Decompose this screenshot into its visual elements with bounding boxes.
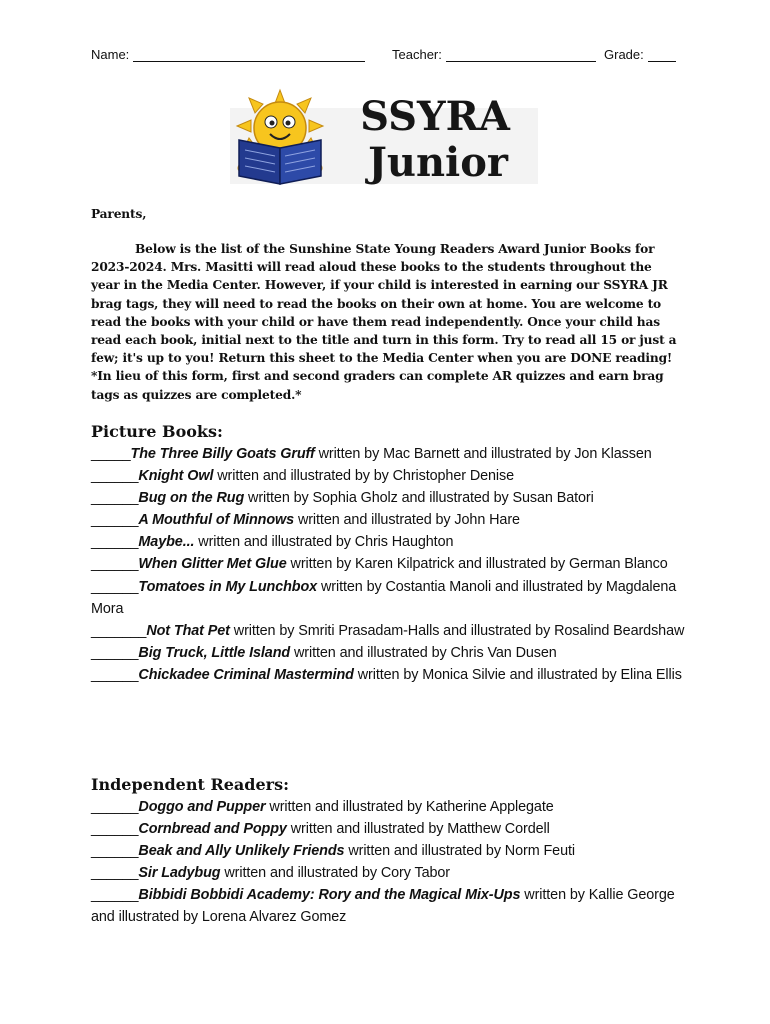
initial-blank-line[interactable]: ______ — [91, 821, 139, 838]
book-list-item — [91, 576, 691, 620]
independent-readers-heading: Independent Readers: — [91, 775, 289, 794]
initial-blank-line[interactable]: ______ — [91, 666, 139, 683]
grade-blank-line[interactable] — [648, 47, 676, 62]
picture-books-list — [91, 443, 691, 686]
initial-blank-line[interactable]: _____ — [91, 446, 131, 462]
book-credit: written by Smriti Prasadam-Halls and illustrated by Rosalind Beardshaw — [229, 622, 685, 639]
book-credit: written and illustrated by Chris Haughton — [194, 534, 454, 551]
book-credit: written by Kallie George and illustrated by Lorena Alvarez Gomez — [91, 887, 675, 926]
book-credit: written and illustrated by Matthew Cordell — [286, 821, 550, 838]
book-credit: written and illustrated by Katherine Applegate — [265, 799, 554, 815]
book-credit: written and illustrated by by Christopher Denise — [213, 468, 515, 485]
initial-blank-line[interactable]: ______ — [91, 490, 139, 507]
initial-blank-line[interactable]: ______ — [91, 578, 139, 595]
name-blank-line[interactable] — [133, 47, 365, 62]
initial-blank-line[interactable]: ______ — [91, 556, 139, 573]
initial-blank-line[interactable]: ______ — [91, 843, 139, 860]
book-title: Chickadee Criminal Mastermind — [138, 666, 354, 683]
initial-blank-line[interactable]: ______ — [91, 644, 139, 661]
letter-salutation: Parents, — [91, 207, 147, 221]
student-info-header — [91, 47, 681, 67]
book-title: Knight Owl — [138, 468, 214, 485]
book-list-item — [91, 664, 691, 686]
initial-blank-line[interactable]: ______ — [91, 865, 139, 882]
teacher-field[interactable] — [392, 47, 596, 62]
ssyra-junior-logo — [225, 88, 547, 188]
book-title: Cornbread and Poppy — [138, 821, 287, 838]
book-title: Big Truck, Little Island — [138, 644, 291, 661]
book-list-item — [91, 862, 691, 884]
initial-blank-line[interactable]: ______ — [91, 534, 139, 551]
book-list-item — [91, 840, 691, 862]
book-list-item — [91, 487, 691, 509]
independent-readers-list — [91, 796, 691, 929]
book-credit: written by Costantia Manoli and illustrated by Magdalena Mora — [91, 578, 677, 617]
logo-title-junior: Junior — [367, 139, 509, 186]
book-title: Tomatoes in My Lunchbox — [138, 578, 318, 595]
initial-blank-line[interactable]: ______ — [91, 799, 139, 815]
book-title: Bug on the Rug — [138, 490, 245, 507]
teacher-blank-line[interactable] — [446, 47, 596, 62]
book-list-item — [91, 620, 691, 642]
book-credit: written by Sophia Gholz and illustrated by Susan Batori — [244, 490, 594, 507]
book-credit: written and illustrated by John Hare — [294, 512, 520, 529]
picture-books-heading: Picture Books: — [91, 422, 223, 441]
teacher-label: Teacher: — [392, 47, 442, 62]
book-title: When Glitter Met Glue — [138, 556, 287, 573]
book-credit: written by Karen Kilpatrick and illustrated by German Blanco — [286, 556, 668, 573]
book-title: Beak and Ally Unlikely Friends — [138, 843, 345, 860]
book-list-item — [91, 884, 691, 928]
book-credit: written and illustrated by Norm Feuti — [344, 843, 575, 860]
initial-blank-line[interactable]: _______ — [91, 622, 147, 639]
grade-label: Grade: — [604, 47, 644, 62]
book-list-item — [91, 818, 691, 840]
initial-blank-line[interactable]: ______ — [91, 468, 139, 485]
grade-field[interactable] — [604, 47, 676, 62]
logo-title-ssyra: SSYRA — [360, 93, 510, 140]
book-list-item — [91, 509, 691, 531]
name-label: Name: — [91, 47, 130, 62]
book-credit: written and illustrated by Cory Tabor — [220, 865, 450, 882]
book-list-item — [91, 796, 691, 818]
book-title: Doggo and Pupper — [138, 799, 266, 815]
initial-blank-line[interactable]: ______ — [91, 887, 139, 904]
book-title: A Mouthful of Minnows — [138, 512, 295, 529]
initial-blank-line[interactable]: ______ — [91, 512, 139, 529]
book-list-item — [91, 465, 691, 487]
book-list-item — [91, 553, 691, 575]
book-list-item — [91, 531, 691, 553]
book-title: Not That Pet — [146, 622, 230, 639]
letter-body: Below is the list of the Sunshine State Young Readers Award Junior Books for 2023-2024. Mrs. Masitti will read aloud these books to the students throughout the year in the Media Center. However, if your child is interested in earning our SSYRA JR brag tags, they will need to read the books on their own at home. You are welcome to read the books with your child or have them read independently. Once your child has read each book, initial next to the title and turn in this form. Try to read all 15 or just a few; it's up to you! Return this sheet to the Media Center when you are DONE reading! *In lieu of this form, first and second graders can complete AR quizzes and earn brag tags as quizzes are completed.* — [91, 242, 677, 402]
book-credit: written by Monica Silvie and illustrated by Elina Ellis — [353, 666, 682, 683]
book-credit: written by Mac Barnett and illustrated by Jon Klassen — [314, 446, 652, 462]
name-field[interactable] — [91, 47, 365, 62]
book-title: The Three Billy Goats Gruff — [130, 446, 315, 462]
book-list-item — [91, 642, 691, 664]
book-title: Sir Ladybug — [138, 865, 221, 882]
book-title: Bibbidi Bobbidi Academy: Rory and the Magical Mix-Ups — [138, 887, 521, 904]
book-list-item — [91, 443, 691, 465]
book-title: Maybe... — [138, 534, 195, 551]
book-credit: written and illustrated by Chris Van Dusen — [290, 644, 557, 661]
